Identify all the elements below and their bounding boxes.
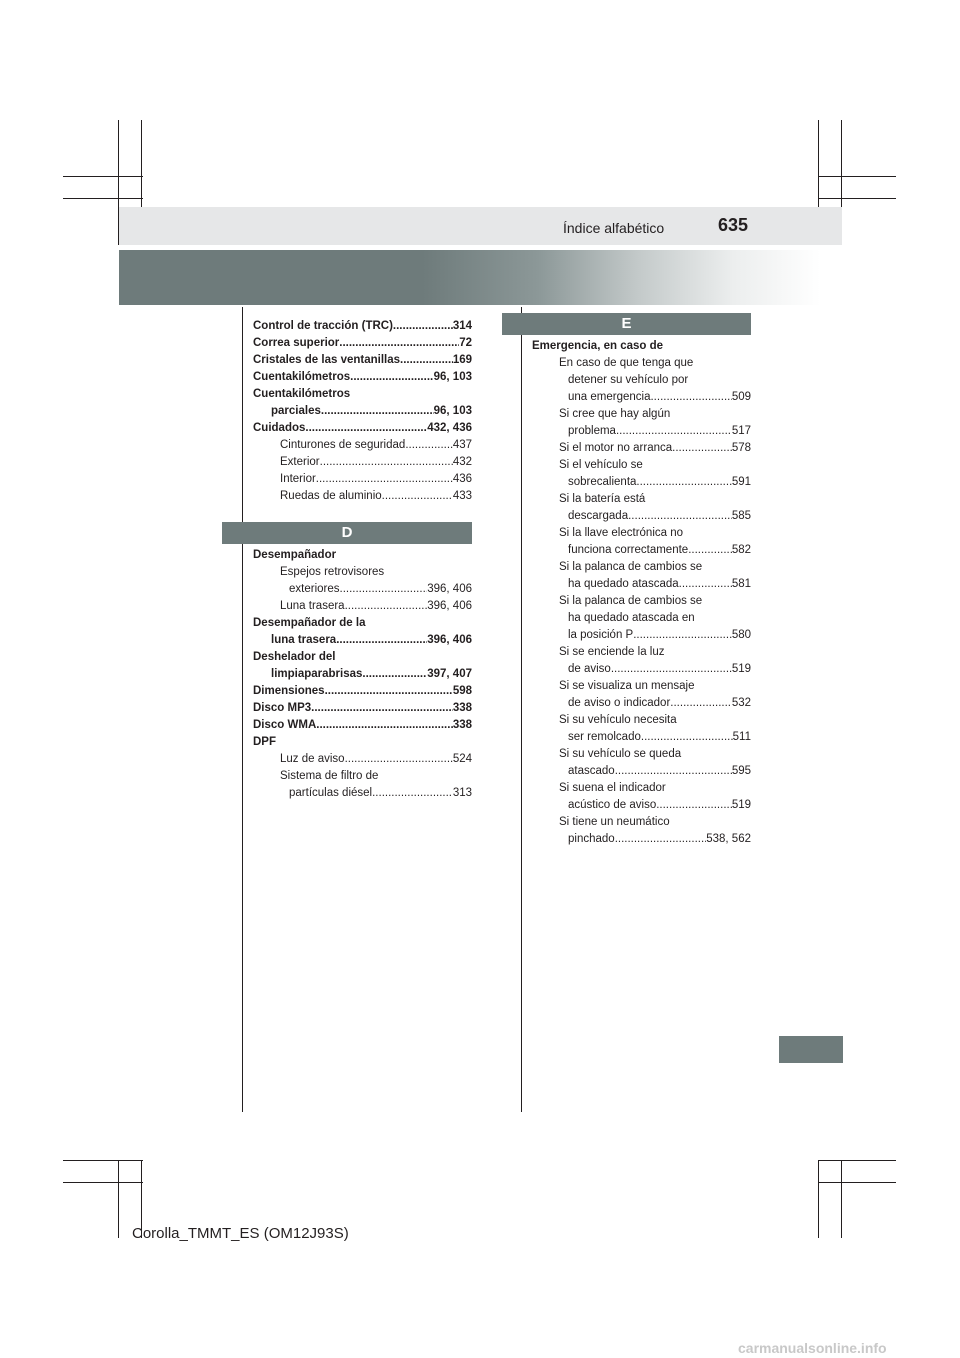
index-entry-text: En caso de que tenga que: [559, 357, 694, 369]
crop-mark: [118, 1160, 119, 1238]
dot-leader: [636, 474, 731, 491]
dot-leader: [611, 661, 732, 678]
dot-leader: [400, 352, 453, 369]
dot-leader: [393, 318, 453, 335]
index-entry-page: 509: [731, 391, 751, 403]
dot-leader: [311, 700, 453, 717]
index-entry-text: partículas diésel: [289, 787, 373, 799]
index-entry-text: de aviso o indicador: [568, 697, 671, 709]
index-entry: [532, 423, 751, 440]
index-entry-text: Si la batería está: [559, 493, 646, 505]
index-entry: [253, 734, 472, 751]
section-header-d: D: [222, 522, 472, 544]
index-entry-page: 314: [452, 320, 472, 332]
dot-leader: [672, 440, 732, 457]
index-entry-page: 338: [452, 702, 472, 714]
index-entry: [532, 576, 751, 593]
index-entry-text: Si se enciende la luz: [559, 646, 665, 658]
index-entry-text: Cinturones de seguridad: [280, 439, 406, 451]
dot-leader: [615, 831, 707, 848]
index-entry-text: Interior: [280, 473, 316, 485]
index-entry: [532, 712, 751, 729]
index-entry: [532, 457, 751, 474]
index-entry-text: Sistema de filtro de: [280, 770, 379, 782]
index-entry-page: 96, 103: [433, 371, 472, 383]
index-entry: [532, 797, 751, 814]
index-entry: [532, 678, 751, 695]
index-entry-text: Ruedas de aluminio: [280, 490, 382, 502]
index-entry: [253, 751, 472, 768]
index-entry-text: Si la palanca de cambios se: [559, 561, 703, 573]
index-entry-page: 581: [731, 578, 751, 590]
dot-leader: [336, 632, 427, 649]
index-entry: [253, 403, 472, 420]
left-column-rule: [242, 307, 243, 1112]
dot-leader: [316, 717, 453, 734]
dot-leader: [305, 420, 427, 437]
index-entry: [532, 338, 751, 355]
index-entry: [253, 700, 472, 717]
index-entry-text: Disco MP3: [253, 702, 312, 714]
index-entry: [253, 454, 472, 471]
index-entry-text: Desempañador de la: [253, 617, 366, 629]
index-group-c: [253, 318, 472, 505]
dot-leader: [340, 581, 428, 598]
crop-mark: [818, 1182, 896, 1183]
index-entry: [532, 559, 751, 576]
index-entry: [532, 406, 751, 423]
index-entry: [253, 632, 472, 649]
index-entry: [532, 831, 751, 848]
index-entry-text: exteriores: [289, 583, 340, 595]
crop-mark: [818, 1160, 819, 1238]
dot-leader: [316, 471, 453, 488]
index-entry-page: 396, 406: [427, 600, 472, 612]
index-entry-text: Luz de aviso: [280, 753, 345, 765]
index-entry-text: Si tiene un neumático: [559, 816, 670, 828]
index-entry: [253, 352, 472, 369]
dot-leader: [650, 389, 731, 406]
index-entry-text: acústico de aviso: [568, 799, 657, 811]
index-entry-text: ha quedado atascada en: [568, 612, 695, 624]
index-entry-page: 396, 406: [427, 583, 472, 595]
index-entry-text: problema: [568, 425, 616, 437]
dot-leader: [320, 454, 453, 471]
index-entry-text: Si su vehículo se queda: [559, 748, 682, 760]
dot-leader: [641, 729, 733, 746]
index-entry: [532, 661, 751, 678]
dot-leader: [670, 695, 732, 712]
index-entry-text: Deshelador del: [253, 651, 336, 663]
index-entry-page: 538, 562: [706, 833, 751, 845]
index-entry-text: Si suena el indicador: [559, 782, 666, 794]
index-entry: [532, 644, 751, 661]
footer-document-id: Corolla_TMMT_ES (OM12J93S): [132, 1225, 349, 1242]
index-entry: [253, 547, 472, 564]
index-entry-page: 432: [452, 456, 472, 468]
dot-leader: [372, 785, 453, 802]
index-entry: [253, 717, 472, 734]
index-entry: [253, 471, 472, 488]
index-entry: [253, 615, 472, 632]
index-entry-page: 72: [459, 337, 472, 349]
index-entry-text: ser remolcado: [568, 731, 641, 743]
index-entry-text: Emergencia, en caso de: [532, 340, 664, 352]
index-entry-page: 517: [731, 425, 751, 437]
crop-mark: [63, 1182, 143, 1183]
page-number: 635: [718, 215, 749, 235]
index-entry: [253, 598, 472, 615]
dot-leader: [628, 508, 732, 525]
dot-leader: [321, 403, 434, 420]
index-entry-text: Si el motor no arranca: [559, 442, 673, 454]
index-entry: [532, 355, 751, 372]
dot-leader: [656, 797, 732, 814]
index-entry-text: Si la palanca de cambios se: [559, 595, 703, 607]
index-entry-text: parciales: [271, 405, 321, 417]
index-entry: [253, 581, 472, 598]
index-entry-text: Cuidados: [253, 422, 306, 434]
page-title: Índice alfabético: [563, 220, 665, 236]
section-header-e: E: [502, 313, 751, 335]
index-entry: [253, 369, 472, 386]
index-entry-text: funciona correctamente: [568, 544, 689, 556]
index-entry: [532, 440, 751, 457]
index-entry-page: 519: [731, 799, 751, 811]
index-entry-page: 582: [731, 544, 751, 556]
index-entry-text: detener su vehículo por: [568, 374, 689, 386]
index-entry-page: 524: [452, 753, 472, 765]
index-entry: [532, 729, 751, 746]
index-entry-page: 437: [452, 439, 472, 451]
index-entry-text: DPF: [253, 736, 276, 748]
index-entry-text: Disco WMA: [253, 719, 317, 731]
index-entry: [532, 542, 751, 559]
index-entry-text: Cuentakilómetros: [253, 388, 351, 400]
index-entry-text: Si cree que hay algún: [559, 408, 671, 420]
index-entry-text: Correa superior: [253, 337, 340, 349]
index-entry-text: descargada: [568, 510, 629, 522]
index-entry: [253, 683, 472, 700]
index-entry: [532, 627, 751, 644]
index-entry-text: Si la llave electrónica no: [559, 527, 684, 539]
index-entry-page: 580: [731, 629, 751, 641]
index-entry-page: 578: [731, 442, 751, 454]
index-entry-page: 511: [732, 731, 751, 743]
index-entry-text: Cristales de las ventanillas: [253, 354, 401, 366]
index-entry: [532, 491, 751, 508]
index-entry: [532, 372, 751, 389]
index-entry-text: de aviso: [568, 663, 611, 675]
dot-leader: [325, 683, 453, 700]
index-entry: [253, 420, 472, 437]
crop-mark: [63, 1160, 143, 1161]
index-entry: [253, 437, 472, 454]
index-entry-page: 96, 103: [433, 405, 472, 417]
index-entry: [253, 666, 472, 683]
index-entry-page: 338: [452, 719, 472, 731]
index-entry: [253, 564, 472, 581]
dot-leader: [345, 598, 428, 615]
index-entry-page: 595: [731, 765, 751, 777]
index-entry-text: luna trasera: [271, 634, 337, 646]
index-entry-page: 432, 436: [427, 422, 472, 434]
dot-leader: [616, 423, 732, 440]
crop-mark: [818, 1160, 896, 1161]
index-entry: [253, 649, 472, 666]
dot-leader: [345, 751, 453, 768]
right-column-rule: [521, 307, 522, 1112]
chapter-tab: [779, 1036, 843, 1063]
dot-leader: [688, 542, 732, 559]
dot-leader: [339, 335, 459, 352]
crop-mark: [818, 198, 896, 199]
index-entry-text: Cuentakilómetros: [253, 371, 351, 383]
index-entry-text: la posición P: [568, 629, 634, 641]
dot-leader: [382, 488, 453, 505]
index-entry-text: una emergencia: [568, 391, 651, 403]
index-entry-text: Si se visualiza un mensaje: [559, 680, 695, 692]
index-entry: [532, 525, 751, 542]
index-entry: [532, 389, 751, 406]
index-entry-page: 598: [452, 685, 472, 697]
index-entry: [253, 386, 472, 403]
index-entry-text: Control de tracción (TRC): [253, 320, 393, 332]
index-entry-page: 397, 407: [427, 668, 472, 680]
dot-leader: [633, 627, 732, 644]
crop-mark: [63, 176, 143, 177]
header-gradient-band: [119, 250, 842, 305]
index-entry: [253, 768, 472, 785]
index-entry: [253, 488, 472, 505]
index-entry-page: 396, 406: [427, 634, 472, 646]
index-entry-text: sobrecalienta: [568, 476, 637, 488]
index-entry-text: atascado: [568, 765, 615, 777]
index-entry-page: 313: [452, 787, 472, 799]
index-entry-page: 585: [731, 510, 751, 522]
index-group-d: [253, 547, 472, 802]
dot-leader: [615, 763, 732, 780]
index-entry-text: Si su vehículo necesita: [559, 714, 677, 726]
index-entry-page: 532: [731, 697, 751, 709]
index-entry: [253, 785, 472, 802]
index-entry-text: Si el vehículo se: [559, 459, 643, 471]
index-entry-page: 591: [731, 476, 751, 488]
index-entry-page: 519: [731, 663, 751, 675]
index-entry-page: 169: [452, 354, 472, 366]
index-entry: [253, 318, 472, 335]
index-entry-text: Espejos retrovisores: [280, 566, 385, 578]
dot-leader: [679, 576, 732, 593]
index-entry: [532, 746, 751, 763]
index-entry-text: ha quedado atascada: [568, 578, 679, 590]
index-entry-text: Luna trasera: [280, 600, 345, 612]
index-entry-text: Exterior: [280, 456, 320, 468]
index-entry-text: Desempañador: [253, 549, 337, 561]
crop-mark: [818, 176, 896, 177]
dot-leader: [362, 666, 427, 683]
index-entry: [532, 814, 751, 831]
watermark: carmanualsonline.info: [738, 1340, 887, 1356]
index-entry: [532, 593, 751, 610]
index-entry-page: 433: [452, 490, 472, 502]
dot-leader: [350, 369, 433, 386]
index-entry-text: pinchado: [568, 833, 615, 845]
index-entry-page: 436: [452, 473, 472, 485]
index-entry: [532, 508, 751, 525]
index-entry: [532, 695, 751, 712]
index-entry: [532, 763, 751, 780]
index-entry-text: limpiaparabrisas: [271, 668, 363, 680]
index-entry: [532, 474, 751, 491]
index-entry: [532, 610, 751, 627]
index-entry-text: Dimensiones: [253, 685, 325, 697]
dot-leader: [405, 437, 453, 454]
index-entry: [532, 780, 751, 797]
index-entry: [253, 335, 472, 352]
crop-mark: [841, 1160, 842, 1238]
index-group-e: [532, 338, 751, 848]
crop-mark: [63, 198, 143, 199]
